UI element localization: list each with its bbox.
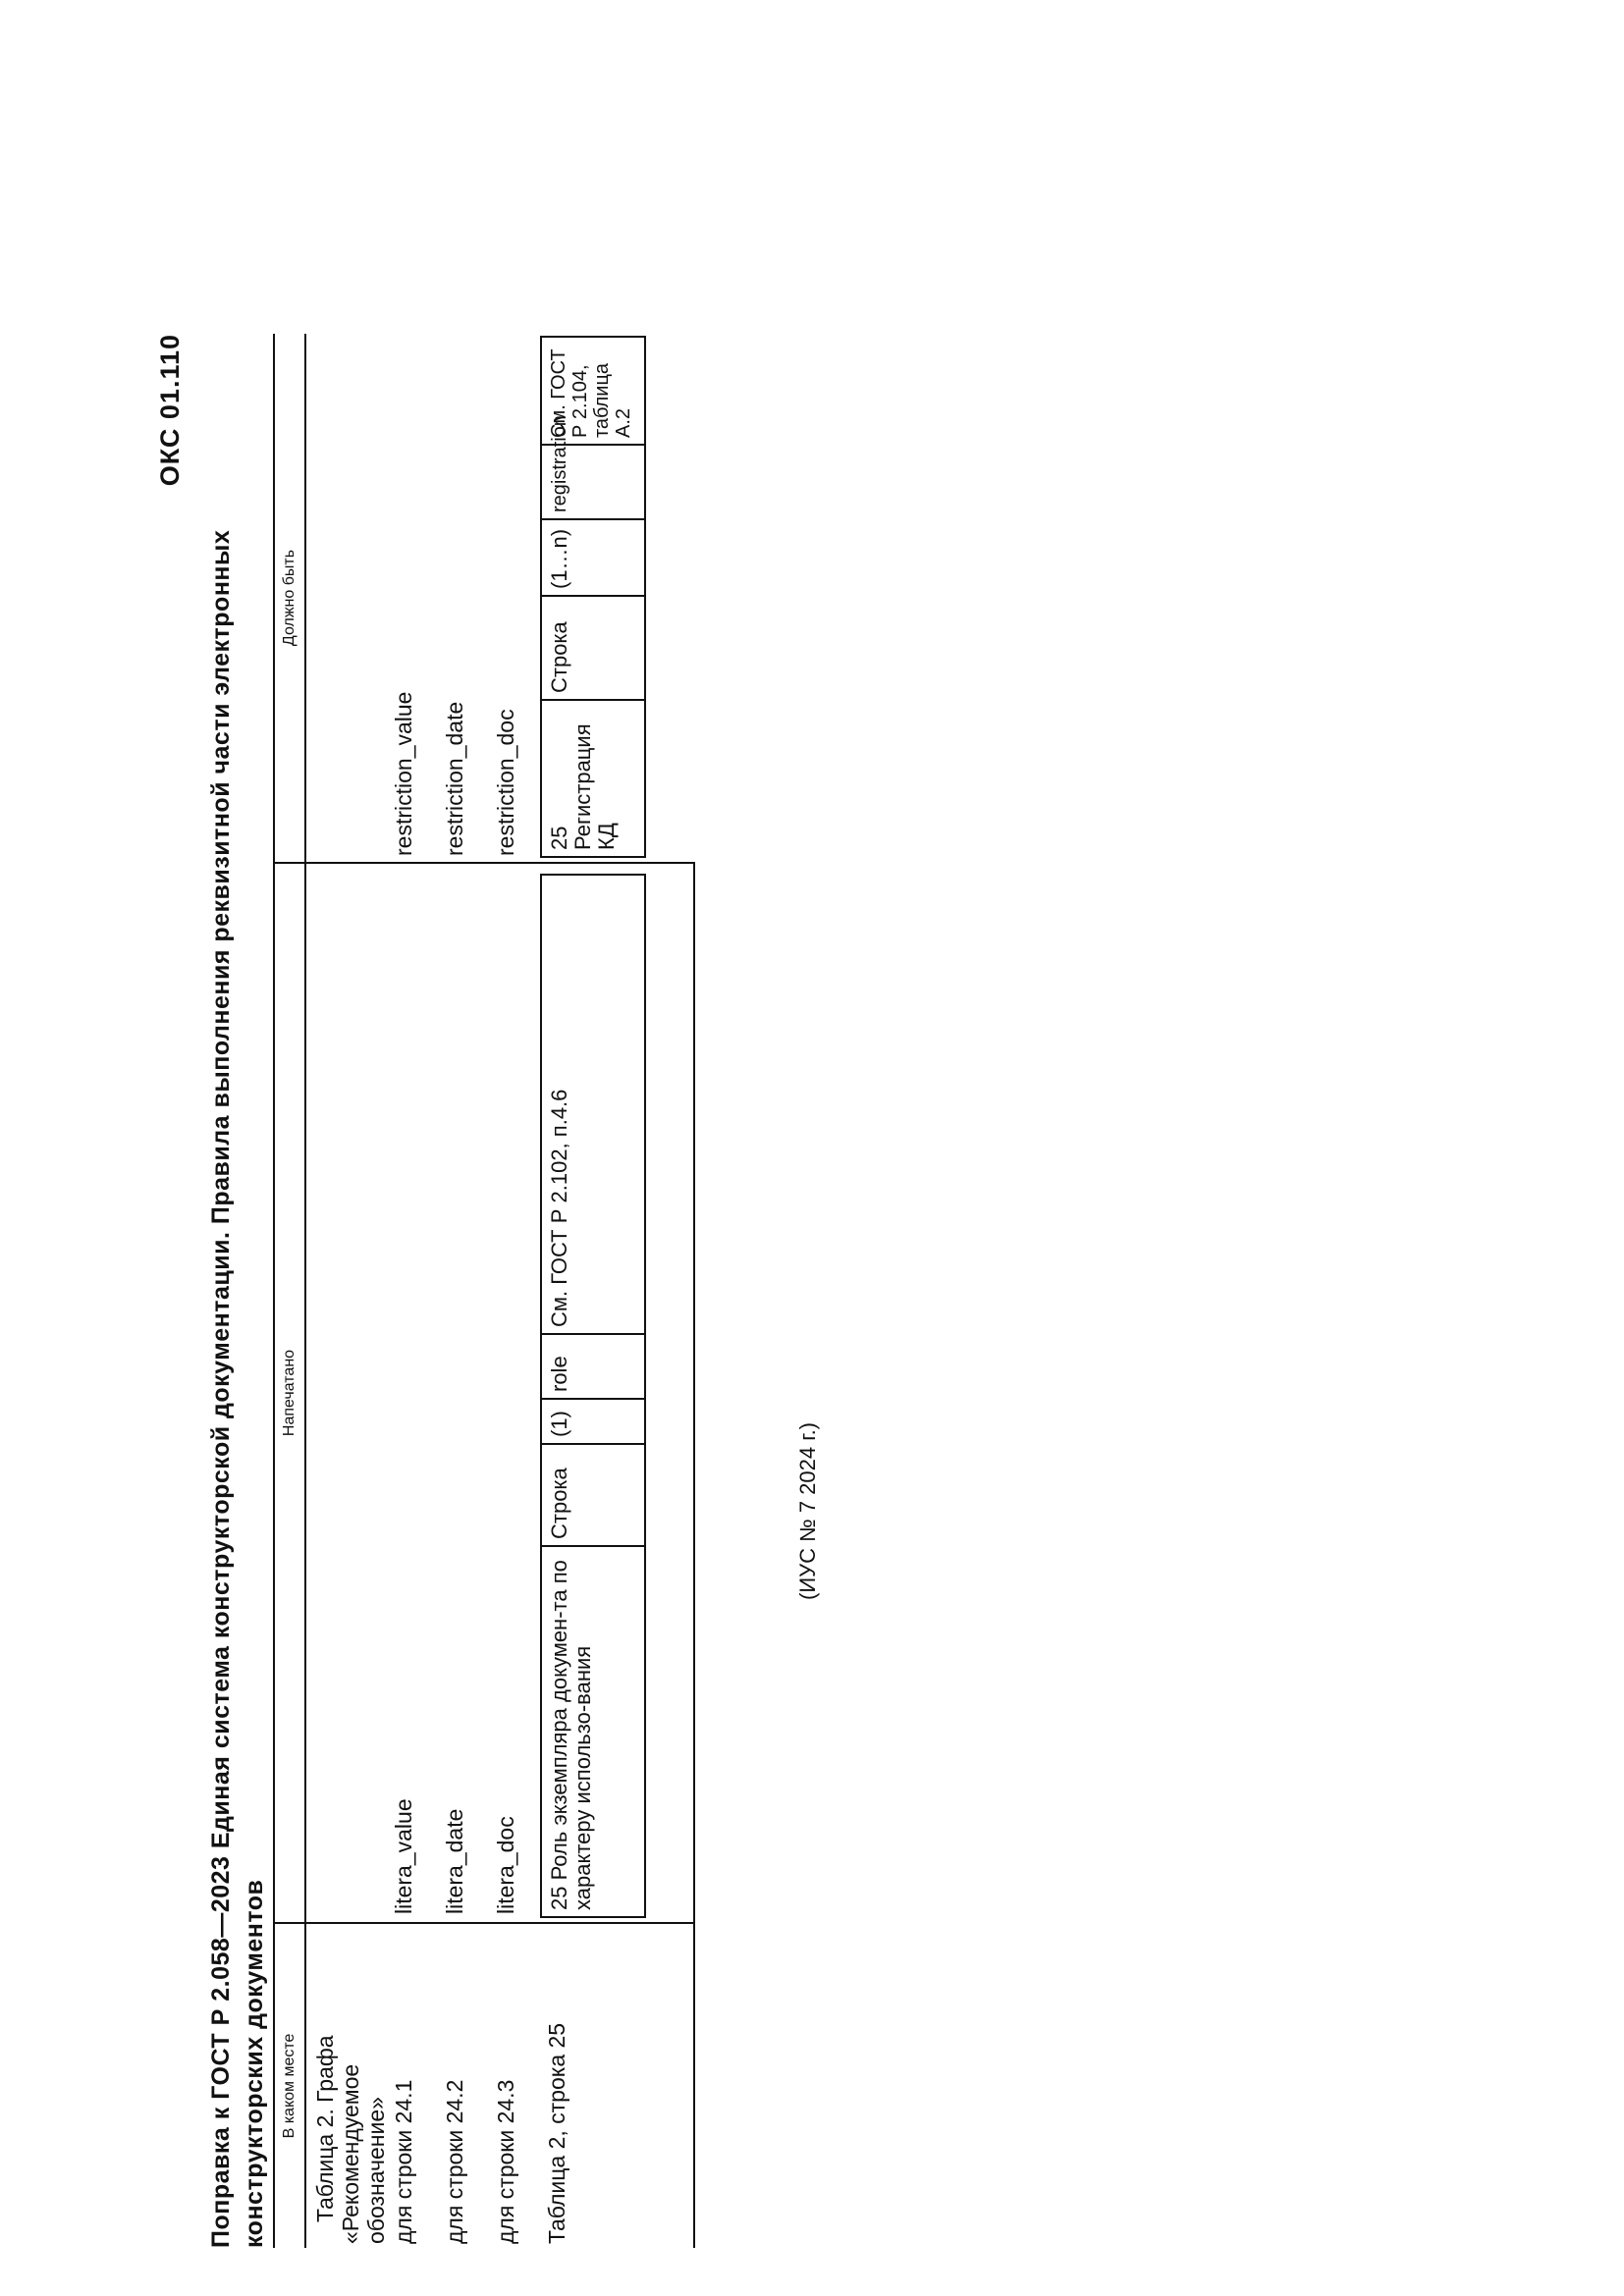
place-table2-column: Таблица 2. Графа «Рекомендуемое обозначение» [312, 2035, 389, 2244]
table-bottom-rule [693, 864, 695, 2248]
should-be-row-24-2: restriction_date [442, 701, 467, 856]
header-printed: Напечатано [281, 1349, 298, 1437]
table-top-rule [273, 334, 275, 2248]
printed-row-25-ref: См. ГОСТ Р 2.102, п.4.6 [542, 876, 644, 1335]
table-header-rule [304, 334, 306, 2248]
oks-code: ОКС 01.110 [155, 334, 185, 487]
printed-row-25-box [540, 874, 646, 1918]
printed-row-25-name: 25 Роль экземпляра докумен-та по характеру использо-вания [547, 1560, 595, 1910]
column-divider-1 [273, 1922, 695, 1924]
printed-row-25-type: Строка [542, 1445, 644, 1547]
should-be-row-25-ref: См. ГОСТ Р 2.104, таблица А.2 [542, 338, 644, 446]
amendment-table [273, 334, 803, 2248]
place-row-25: Таблица 2, строка 25 [544, 2022, 569, 2244]
printed-row-24-3: litera_doc [493, 1816, 518, 1914]
place-row-24-3: для строки 24.3 [493, 2079, 518, 2244]
printed-row-24-2: litera_date [442, 1808, 467, 1914]
header-place: В каком месте [281, 2033, 298, 2139]
column-divider-2 [273, 862, 695, 864]
should-be-row-24-3: restriction_doc [493, 709, 518, 856]
ius-reference: (ИУС № 7 2024 г.) [795, 1421, 820, 1600]
header-should-be: Должно быть [281, 549, 298, 647]
amendment-title: Поправка к ГОСТ Р 2.058—2023 Единая система конструкторской документации. Правила выполнения реквизитной части электронных конструкторских документов [207, 529, 268, 2248]
should-be-row-24-1: restriction_value [391, 691, 416, 856]
should-be-row-25-name: 25 Регистрация КД [547, 723, 619, 850]
document-page [147, 285, 835, 2248]
should-be-row-25-type: Строка [542, 597, 644, 701]
printed-row-25-multiplicity: (1) [542, 1400, 644, 1445]
should-be-row-25-multiplicity: (1…n) [542, 520, 644, 597]
printed-row-24-1: litera_value [391, 1798, 416, 1914]
place-row-24-1: для строки 24.1 [391, 2079, 416, 2244]
printed-row-25-code: role [542, 1335, 644, 1400]
should-be-row-25-code: registration [542, 446, 644, 520]
should-be-row-25-box [540, 336, 646, 858]
place-row-24-2: для строки 24.2 [442, 2079, 467, 2244]
